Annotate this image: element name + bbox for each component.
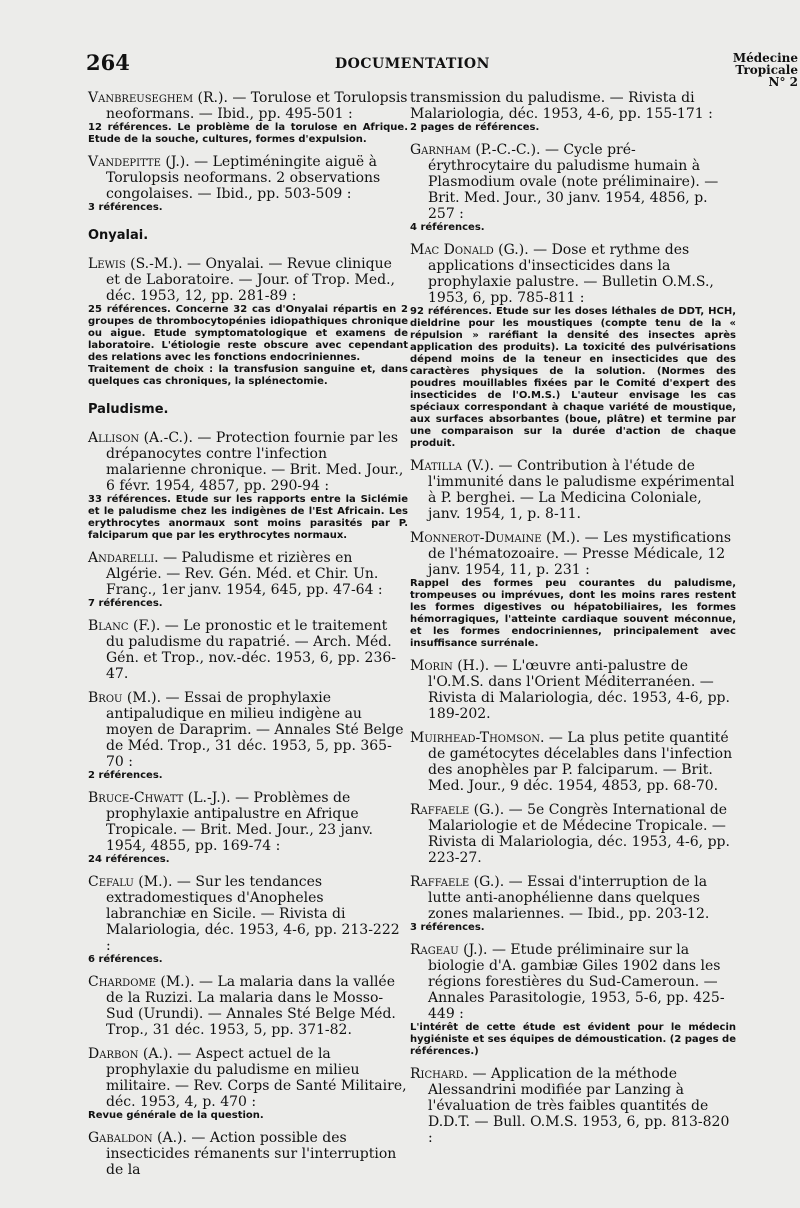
bibliography-entry — [88, 1130, 408, 1178]
bibliography-entry — [410, 658, 736, 722]
running-title: DOCUMENTATION — [335, 56, 490, 72]
entry-author: Allison (A.-C.). — [88, 430, 193, 446]
bibliography-entry — [410, 242, 736, 450]
entry-citation: — Protection fournie par les drépanocytes contre l'infection malarienne chronique. — Brit. Med. Jour., 6 févr. 1954, 4857, pp. 290-94 : — [106, 430, 404, 494]
bibliography-entry — [410, 942, 736, 1058]
entry-author: Garnham (P.-C.-C.). — [410, 142, 541, 158]
entry-author: Muirhead-Thomson. — [410, 730, 545, 746]
entry-note: 7 références. — [88, 598, 163, 609]
entry-note: 33 références. Etude sur les rapports entre la Siclémie et le paludisme chez les indigènes de l'Est Africain. Les erythrocytes anormaux sont moins parasités par P. falciparum que par les erythrocytes normaux. — [88, 494, 408, 541]
entry-note: 3 références. — [88, 202, 163, 213]
entry-author: Bruce-Chwatt (L.-J.). — [88, 790, 231, 806]
entry-citation: — Les mystifications de l'hématozoaire. — Presse Médicale, 12 janv. 1954, 11, p. 231 : — [428, 530, 732, 578]
entry-author: Gabaldon (A.). — [88, 1130, 187, 1146]
entry-note: 12 références. Le problème de la torulose en Afrique. Etude de la souche, cultures, formes d'expulsion. — [88, 122, 408, 145]
bibliography-entry — [88, 974, 408, 1038]
entry-citation: — Problèmes de prophylaxie antipalustre en Afrique Tropicale. — Brit. Med. Jour., 23 janv. 1954, 4855, pp. 169-74 : — [106, 790, 373, 854]
entry-author: Cefalu (M.). — [88, 874, 173, 890]
entry-citation: — Action possible des insecticides rémanents sur l'interruption de la — [106, 1130, 397, 1178]
bibliography-entry — [410, 1066, 736, 1146]
entry-citation: — Contribution à l'étude de l'immunité dans le paludisme expérimental à P. berghei. — La Medicina Coloniale, janv. 1954, 1, p. 8-11. — [428, 458, 735, 522]
journal-line-1: Médecine — [732, 51, 798, 65]
bibliography-entry — [410, 530, 736, 650]
entry-author: Raffaele (G.). — [410, 802, 505, 818]
entry-note: 3 références. — [410, 922, 485, 933]
bibliography-entry — [88, 874, 408, 966]
entry-citation: — Leptiméningite aiguë à Torulopsis neoformans. 2 observations congolaises. — Ibid., pp. 503-509 : — [106, 154, 381, 202]
entry-author: Vandepitte (J.). — [88, 154, 190, 170]
entry-citation: — Le pronostic et le traitement du paludisme du rapatrié. — Arch. Méd. Gén. et Trop., nov.-déc. 1953, 6, pp. 236-47. — [106, 618, 396, 682]
bibliography-entry — [88, 618, 408, 682]
entry-author: Brou (M.). — [88, 690, 162, 706]
entry-author: Chardome (M.). — [88, 974, 195, 990]
entry-author: Blanc (F.). — [88, 618, 161, 634]
page-header — [0, 0, 800, 100]
entry-citation: — Essai de prophylaxie antipaludique en milieu indigène au moyen de Daraprim. — Annales Sté Belge de Méd. Trop., 31 déc. 1953, 5, pp. 365-70 : — [106, 690, 404, 770]
entry-note: 24 références. — [88, 854, 170, 865]
entry-author: Mac Donald (G.). — [410, 242, 529, 258]
entry-citation: — Sur les tendances extradomestiques d'Anopheles labranchiæ en Sicile. — Rivista di Malariologia, déc. 1953, 4-6, pp. 213-222 : — [106, 874, 400, 954]
entry-note: 25 références. Concerne 32 cas d'Onyalai répartis en 2 groupes de thrombocytopénies idiopathiques chronique ou aigue. Etude symptomatologique et examens de laboratoire. L'étiologie reste obscure avec cependant des relations avec les fonctions endocriniennes. — [88, 304, 408, 363]
entry-author: Richard. — [410, 1066, 469, 1082]
entry-note: L'intérêt de cette étude est évident pour le médecin hygiéniste et ses équipes de démoustication. (2 pages de références.) — [410, 1022, 736, 1057]
entry-note: 92 références. Etude sur les doses léthales de DDT, HCH, dieldrine pour les moustiques (compte tenu de la « répulsion » raréfiant la densité des insectes après application des produits). La toxicité des pulvérisations dépend moins de la teneur en insecticides que des caractères physiques de la solution. (Normes des poudres mouillables fixées par le Comité d'expert des insecticides de l'O.M.S.) L'auteur envisage les cas spéciaux correspondant à chaque variété de moustique, aux surfaces absorbantes (boue, plâtre) et termine par une comparaison sur la durée d'action de chaque produit. — [410, 306, 736, 449]
bibliography-entry — [410, 874, 736, 934]
entry-note: 2 pages de références. — [410, 122, 540, 133]
entry-citation: — La plus petite quantité de gamétocytes décelables dans l'infection des anophèles par P. falciparum. — Brit. Med. Jour., 9 déc. 1954, 4853, pp. 68-70. — [428, 730, 733, 794]
entry-citation: — Etude préliminaire sur la biologie d'A. gambiæ Giles 1902 dans les régions forestières du Sud-Cameroun. — Annales Parasitologie, 1953, 5-6, pp. 425-449 : — [428, 942, 725, 1022]
entry-citation: — Essai d'interruption de la lutte anti-anophélienne dans quelques zones malariennes. — Ibid., pp. 203-12. — [428, 874, 710, 922]
entry-citation: — 5e Congrès International de Malariologie et de Médecine Tropicale. — Rivista di Malariologia, déc. 1953, 4-6, pp. 223-27. — [428, 802, 730, 866]
bibliography-entry — [410, 142, 736, 234]
left-column — [88, 90, 408, 1186]
entry-citation: — Cycle pré-érythrocytaire du paludisme humain à Plasmodium ovale (note préliminaire). — Brit. Med. Jour., 30 janv. 1954, 4856, p. 257 : — [428, 142, 719, 222]
entry-author: Darbon (A.). — [88, 1046, 173, 1062]
entry-note: 6 références. — [88, 954, 163, 965]
bibliography-entry — [88, 90, 408, 146]
entry-citation: — Torulose et Torulopsis neoformans. — Ibid., pp. 495-501 : — [106, 90, 408, 122]
entry-citation: — Dose et rythme des applications d'insecticides dans la prophylaxie palustre. — Bulletin O.M.S., 1953, 6, pp. 785-811 : — [428, 242, 714, 306]
entry-note: 4 références. — [410, 222, 485, 233]
entry-note: Rappel des formes peu courantes du paludisme, trompeuses ou imprévues, dont les moins rares restent les formes digestives ou hépatobiliaires, les formes hémorragiques, l'atteinte cardiaque souvent méconnue, et les formes endocriniennes, principalement avec insuffisance surrénale. — [410, 578, 736, 649]
journal-label — [733, 52, 798, 88]
bibliography-entry — [410, 730, 736, 794]
bibliography-entry — [88, 690, 408, 782]
entry-author: Andarelli. — [88, 550, 159, 566]
page-number: 264 — [86, 50, 130, 75]
section-heading-onyalai: Onyalai. — [88, 228, 149, 243]
journal-line-3: N° 2 — [768, 75, 798, 89]
entry-author: Monnerot-Dumaine (M.). — [410, 530, 581, 546]
entry-citation: — Aspect actuel de la prophylaxie du paludisme en milieu militaire. — Rev. Corps de Santé Militaire, déc. 1953, 4, p. 470 : — [106, 1046, 407, 1110]
entry-author: Lewis (S.-M.). — [88, 256, 183, 272]
bibliography-entry — [88, 1046, 408, 1122]
entry-note: 2 références. — [88, 770, 163, 781]
entry-citation: transmission du paludisme. — Rivista di Malariologia, déc. 1953, 4-6, pp. 155-171 : — [410, 90, 713, 122]
entry-citation: — L'œuvre anti-palustre de l'O.M.S. dans l'Orient Méditerranéen. — Rivista di Malariologia, déc. 1953, 4-6, pp. 189-202. — [428, 658, 730, 722]
bibliography-entry — [88, 550, 408, 610]
bibliography-entry — [88, 430, 408, 542]
bibliography-entry — [88, 154, 408, 214]
entry-citation: — La malaria dans la vallée de la Ruzizi. La malaria dans le Mosso-Sud (Urundi). — Annales Sté Belge Méd. Trop., 31 déc. 1953, 5, pp. 371-82. — [106, 974, 396, 1038]
entry-citation: — Paludisme et rizières en Algérie. — Rev. Gén. Méd. et Chir. Un. Franç., 1er janv. 1954, 645, pp. 47-64 : — [106, 550, 383, 598]
entry-citation: — Onyalai. — Revue clinique et de Laboratoire. — Jour. of Trop. Med., déc. 1953, 12, pp. 281-89 : — [106, 256, 395, 304]
entry-author: Raffaele (G.). — [410, 874, 505, 890]
journal-line-2: Tropicale — [735, 63, 798, 77]
right-column — [410, 90, 736, 1154]
entry-author: Matilla (V.). — [410, 458, 495, 474]
bibliography-entry — [410, 802, 736, 866]
entry-author: Rageau (J.). — [410, 942, 488, 958]
section-heading-paludisme: Paludisme. — [88, 402, 169, 417]
entry-citation: — Application de la méthode Alessandrini modifiée par Lanzing à l'évaluation de très faibles quantités de D.D.T. — Bull. O.M.S. 1953, 6, pp. 813-820 : — [428, 1066, 730, 1146]
bibliography-entry — [88, 790, 408, 866]
bibliography-entry — [410, 458, 736, 522]
entry-author: Morin (H.). — [410, 658, 490, 674]
entry-note: Revue générale de la question. — [88, 1110, 264, 1121]
entry-author: Vanbreuseghem (R.). — [88, 90, 228, 106]
bibliography-entry — [410, 90, 736, 134]
bibliography-entry — [88, 256, 408, 388]
entry-note-2: Traitement de choix : la transfusion sanguine et, dans quelques cas chroniques, la splénectomie. — [88, 364, 408, 387]
